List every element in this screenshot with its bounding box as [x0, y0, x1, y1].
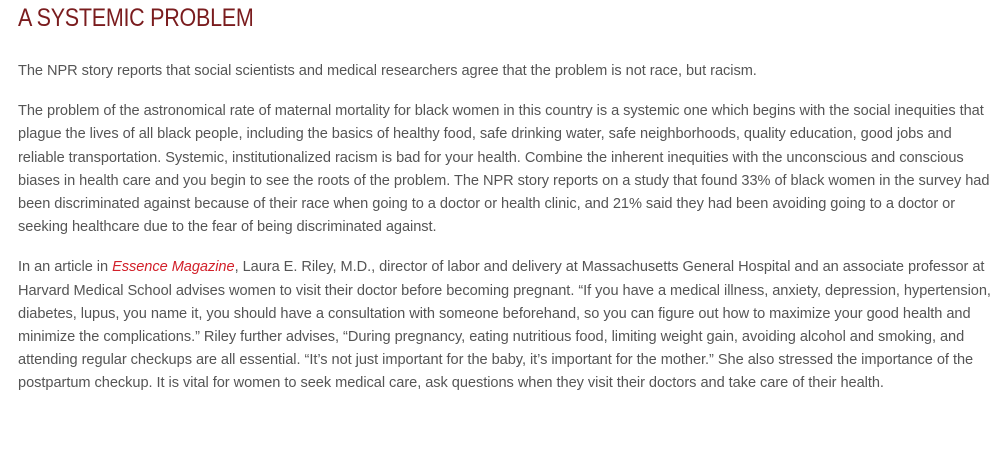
article-section: [18, 0, 993, 396]
paragraph-essence-article: [18, 256, 993, 395]
paragraph-systemic-problem: The problem of the astronomical rate of maternal mortality for black women in this country is a systemic one which begins with the social inequities that plague the lives of all black people, including the basics of healthy food, safe drinking water, safe neighborhoods, quality education, good jobs and reliable transportation. Systemic, institutionalized racism is bad for your health. Combine the inherent inequities with the unconscious and conscious biases in health care and you begin to see the roots of the problem. The NPR story reports on a study that found 33% of black women in the survey had been discriminated against because of their race when going to a doctor or health clinic, and 21% said they had been avoiding going to a doctor or seeking healthcare due to the fear of being discriminated against.: [18, 103, 990, 236]
section-title: A SYSTEMIC PROBLEM: [18, 4, 254, 32]
essence-magazine-link[interactable]: Essence Magazine: [112, 259, 235, 276]
paragraph-intro-text: In an article in: [18, 259, 113, 276]
paragraph-npr-summary: The NPR story reports that social scientists and medical researchers agree that the problem is not race, but racism.: [18, 63, 757, 79]
paragraph-body-text: , Laura E. Riley, M.D., director of labor and delivery at Massachusetts General Hospital and an associate professor at Harvard Medical School advises women to visit their doctor before becoming pregnant. “If you have a medical illness, anxiety, depression, hypertension, diabetes, lupus, you name it, you should have a consultation with someone beforehand, so you can figure out how to maximize your good health and minimize the complications.” Riley further advises, “During pregnancy, eating nutritious food, limiting weight gain, avoiding alcohol and smoking, and attending regular checkups are all essential. “It’s not just important for the baby, it’s important for the mother.” She also stressed the importance of the postpartum checkup. It is vital for women to seek medical care, ask questions when they visit their doctors and take care of their health.: [18, 259, 991, 392]
